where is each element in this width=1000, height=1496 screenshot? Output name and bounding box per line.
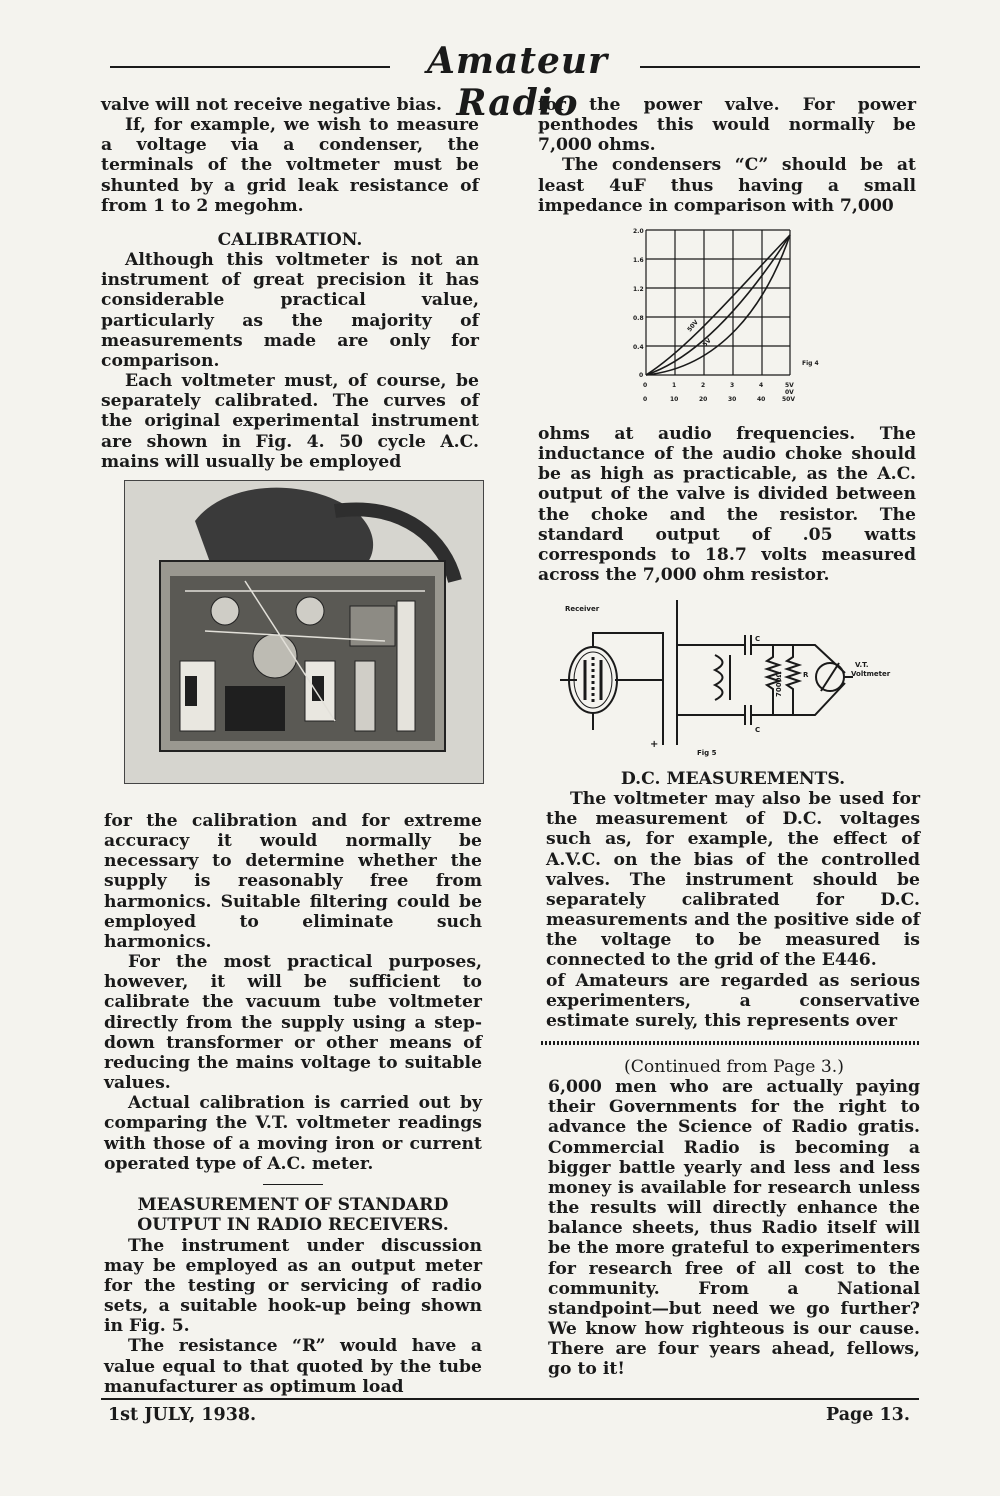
right-column-dc	[546, 769, 920, 1031]
capacitor-label-bottom: C	[755, 726, 761, 734]
paragraph: The instrument under discussion may be employed as an output meter for the testing or servicing of radio sets, a suitable hook-up being shown in Fig. 5.	[104, 1235, 482, 1337]
paragraph: If, for example, we wish to measure a voltage via a condenser, the terminals of the voltmeter must be shunted by a grid leak resistance of from 1 to 2 megohm.	[101, 115, 479, 216]
paragraph: The resistance “R” would have a value equal to that quoted by the tube manufacturer as optimum load	[104, 1336, 482, 1397]
section-heading-standard-output: OUTPUT IN RADIO RECEIVERS.	[137, 1215, 449, 1236]
x-tick: 40	[757, 396, 766, 403]
footer-date: 1st JULY, 1938.	[108, 1405, 257, 1425]
masthead-rule-right	[640, 66, 920, 68]
right-column-continued	[548, 1057, 920, 1380]
figure-label: Fig 5	[697, 749, 717, 757]
continued-note: (Continued from Page 3.)	[624, 1057, 844, 1077]
y-tick: 1.2	[633, 286, 644, 293]
x-tick: 0V	[785, 389, 794, 396]
x-tick: 4	[759, 382, 764, 389]
y-tick: 2.0	[633, 228, 644, 235]
paragraph: ohms at audio frequencies. The inductance of the audio choke should be as high as practicable, as the A.C. output of the valve is divided between the choke and the resistor. The standard output of .05 watts corresponds to 18.7 volts measured across the 7,000 ohm resistor.	[538, 424, 916, 586]
receiver-label: Receiver	[565, 605, 600, 613]
figure-label: Fig 4	[802, 360, 819, 367]
right-column-mid	[538, 424, 916, 585]
left-column-bottom	[104, 811, 482, 1397]
paragraph: of Amateurs are regarded as serious experimenters, a conservative estimate surely, this represents over	[546, 970, 920, 1031]
meter-label: V.T.	[855, 661, 869, 669]
x-tick: 30	[728, 396, 737, 403]
masthead-title: Amateur Radio	[426, 40, 609, 124]
section-heading-dc-measurements: D.C. MEASUREMENTS.	[620, 769, 846, 789]
x-tick: 2	[701, 382, 706, 389]
section-heading-calibration: CALIBRATION.	[217, 229, 363, 250]
svg-text:+: +	[650, 739, 659, 750]
paragraph: For the most practical purposes, however, it will be sufficient to calibrate the vacuum tube voltmeter directly from the supply using a step-down transformer or other means of reducing the mains voltage to suitable values.	[104, 952, 482, 1094]
meter-label: Voltmeter	[851, 670, 891, 678]
paragraph: 6,000 men who are actually paying their Governments for the right to advance the Science of Radio gratis. Commercial Radio is becoming a bigger battle yearly and less and less money is available for research unless the results will directly enhance the balance sheets, thus Radio itself will be the more grateful to experimenters for research free of all cost to the community. From a National standpoint—but need we go further? We know how righteous is our cause. There are four years ahead, fellows, go to it!	[548, 1077, 920, 1380]
right-column-top	[538, 95, 916, 216]
paragraph: Each voltmeter must, of course, be separately calibrated. The curves of the original experimental instrument are shown in Fig. 4. 50 cycle A.C. mains will usually be employed	[101, 371, 479, 472]
paragraph: Although this voltmeter is not an instrument of great precision it has considerable practical value, particularly as the majority of measurements made are only for comparison.	[101, 250, 479, 371]
footer-rule	[101, 1398, 919, 1400]
left-column-top	[101, 95, 479, 472]
x-tick: 50V	[782, 396, 795, 403]
dotted-divider	[541, 1041, 921, 1045]
x-tick: 0	[643, 396, 648, 403]
y-tick: 1.6	[633, 257, 644, 264]
resistor-value: 7000Ω	[775, 671, 783, 697]
section-heading-standard-output: MEASUREMENT OF STANDARD	[137, 1195, 449, 1216]
capacitor-label-top: C	[755, 635, 761, 643]
resistor-label: R	[803, 671, 809, 679]
masthead-rule-left	[110, 66, 390, 68]
paragraph: Actual calibration is carried out by comparing the V.T. voltmeter readings with those of a moving iron or current operated type of A.C. meter.	[104, 1093, 482, 1174]
x-tick: 3	[730, 382, 735, 389]
curve-label: 50V	[686, 318, 700, 334]
y-tick: 0	[639, 372, 644, 379]
y-tick: 0.4	[633, 344, 644, 351]
figure-5-hookup-circuit	[555, 595, 915, 760]
y-tick: 0.8	[633, 315, 644, 322]
paragraph: for the calibration and for extreme accuracy it would normally be necessary to determine whether the supply is reasonably free from harmonics. Suitable filtering could be employed to eliminate such harmonics.	[104, 811, 482, 952]
x-tick: 0	[643, 382, 648, 389]
figure-4-calibration-curves	[630, 227, 830, 405]
x-tick: 5V	[785, 382, 794, 389]
x-tick: 10	[670, 396, 679, 403]
paragraph: for the power valve. For power penthodes this would normally be 7,000 ohms.	[538, 95, 916, 156]
paragraph: The voltmeter may also be used for the measurement of D.C. voltages such as, for example, the effect of A.V.C. on the bias of the controlled valves. The instrument should be separately calibrated for D.C. measurements and the positive side of the voltage to be measured is connected to the grid of the E446.	[546, 789, 920, 971]
page-number: Page 13.	[826, 1405, 910, 1425]
x-tick: 1	[672, 382, 677, 389]
paragraph: The condensers “C” should be at least 4uF thus having a small impedance in comparison with 7,000	[538, 155, 916, 216]
paragraph: valve will not receive negative bias.	[101, 95, 442, 115]
instrument-photograph	[124, 480, 484, 784]
curve-label: 5V	[701, 337, 713, 349]
x-tick: 20	[699, 396, 708, 403]
